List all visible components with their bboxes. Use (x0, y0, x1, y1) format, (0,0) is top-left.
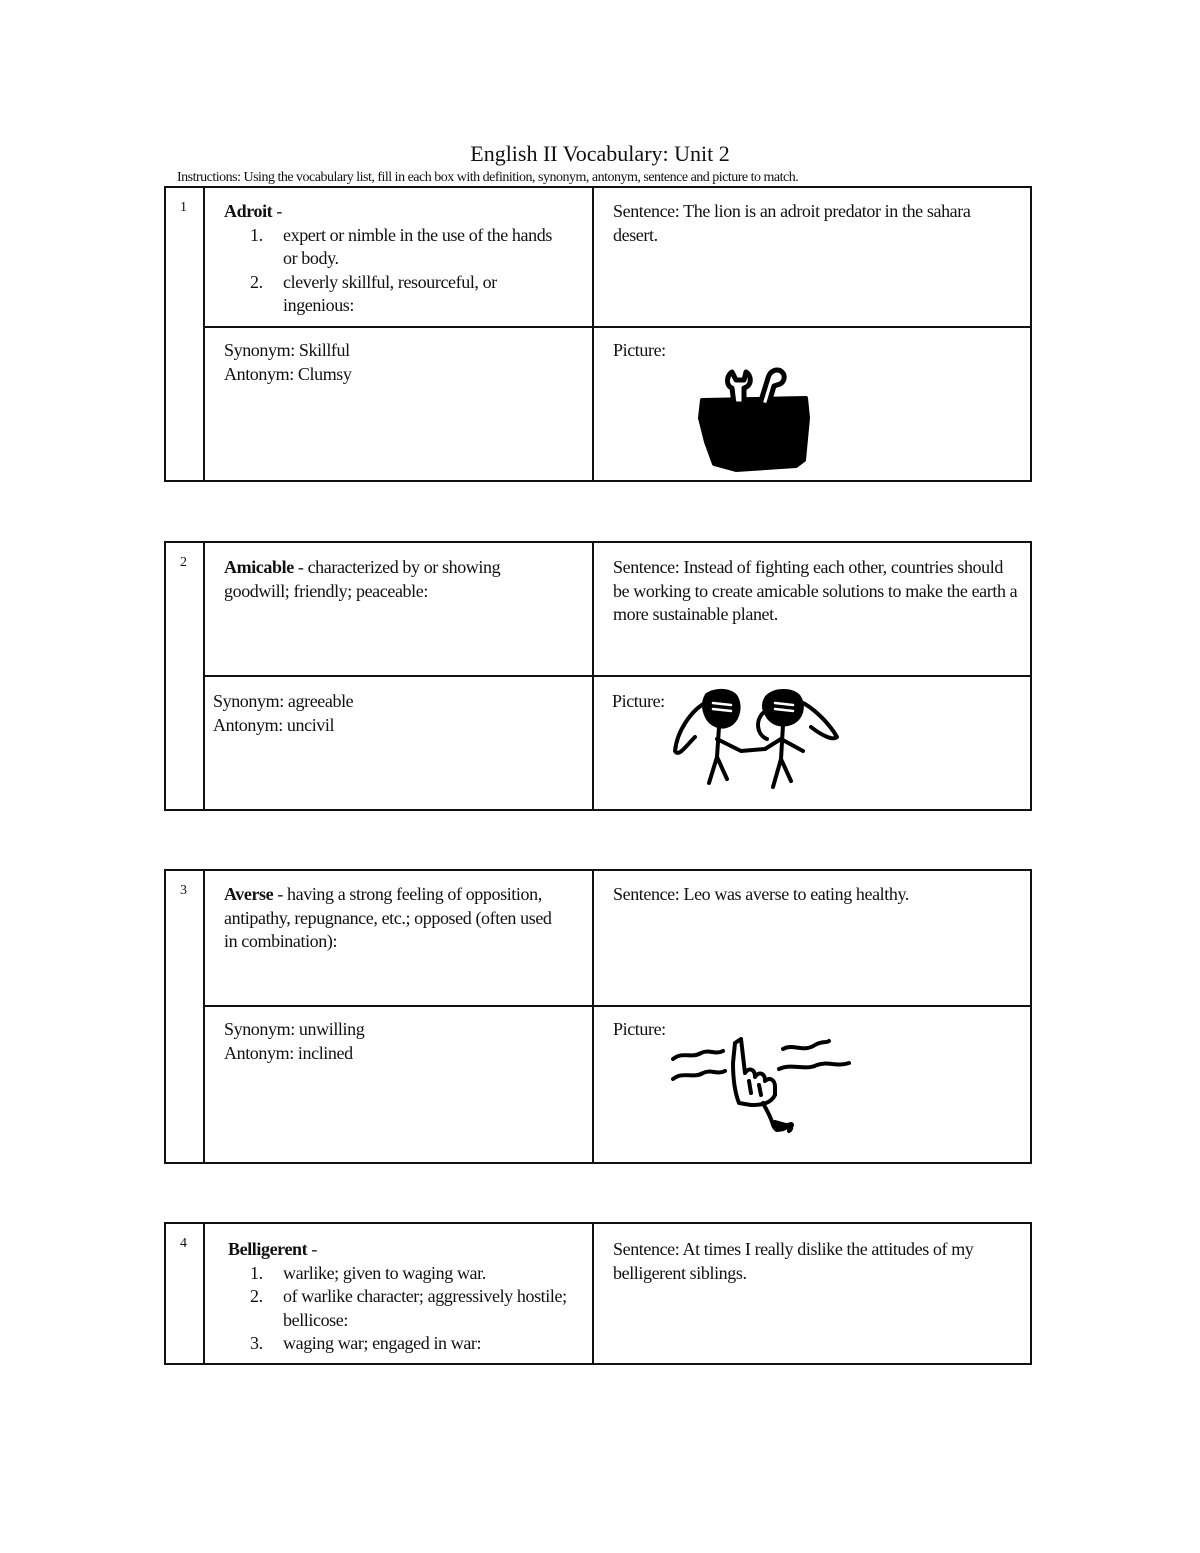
entry-number-column (166, 543, 205, 809)
synonym-text: Synonym: Skillful (224, 340, 350, 360)
definition-cell: Amicable - characterized by or showing goodwill; friendly; peaceable: (224, 557, 501, 601)
entry-number: 3 (180, 883, 187, 898)
entry-number: 1 (180, 200, 187, 215)
vocab-entry-1 (164, 186, 1032, 482)
antonym-text: Antonym: uncivil (213, 714, 335, 735)
sentence-cell (613, 200, 1013, 247)
vocab-word: Averse (224, 884, 274, 904)
sentence-cell (613, 883, 1013, 907)
definition-item: 1. expert or nimble in the use of the hands or body. (250, 224, 552, 268)
synonym-antonym-cell (213, 690, 553, 737)
entry-number-column (166, 1224, 205, 1363)
definition-item: 3. waging war; engaged in war: (250, 1333, 482, 1353)
definition-list (224, 1262, 568, 1356)
definition-cell: Averse - having a strong feeling of opposition, antipathy, repugnance, etc.; opposed (often used in combination): (224, 884, 552, 951)
entry-number: 4 (180, 1236, 187, 1251)
picture-label: Picture: (613, 340, 666, 360)
hand-refusing-drawing-icon (671, 1033, 857, 1133)
synonym-text: Synonym: agreeable (213, 691, 354, 711)
instructions-text: Instructions: Using the vocabulary list, fill in each box with definition, synonym, antonym, sentence and picture to match. (177, 170, 799, 185)
antonym-text: Antonym: Clumsy (224, 363, 352, 384)
sentence-text: Sentence: Leo was averse to eating healthy. (613, 884, 910, 904)
vocab-word: Amicable (224, 557, 294, 577)
page-title: English II Vocabulary: Unit 2 (470, 141, 730, 166)
entry-number-column (166, 871, 205, 1162)
picture-label: Picture: (612, 691, 665, 711)
picture-label: Picture: (613, 1019, 666, 1039)
definition-cell: Adroit - 1. expert or nimble in the use of the hands or body. 2. cleverly skillful, resourceful, or ingenious: (224, 200, 564, 318)
synonym-antonym-cell (224, 1018, 564, 1065)
definition-item: 2. of warlike character; aggressively hostile; bellicose: (250, 1286, 567, 1330)
definition-item: 1. warlike; given to waging war. (250, 1262, 486, 1283)
vocab-word: Adroit (224, 201, 273, 221)
vocab-entry-4 (164, 1222, 1032, 1365)
sentence-text: Sentence: Instead of fighting each other, countries should be working to create amicable solutions to make the earth a more sustainable planet. (613, 557, 1018, 624)
vocab-word: Belligerent (228, 1239, 308, 1259)
vocab-entry-3 (164, 869, 1032, 1164)
sentence-text: Sentence: At times I really dislike the attitudes of my belligerent siblings. (613, 1239, 974, 1283)
definition-text: having a strong feeling of opposition, antipathy, repugnance, etc.; opposed (often used in combination): (224, 884, 552, 951)
sentence-text: Sentence: The lion is an adroit predator in the sahara desert. (613, 201, 971, 245)
synonym-text: Synonym: unwilling (224, 1019, 365, 1039)
two-friends-drawing-icon (671, 687, 843, 797)
entry-number: 2 (180, 555, 187, 570)
definition-list (224, 224, 564, 318)
synonym-antonym-cell (224, 339, 564, 386)
toolbox-drawing-icon (696, 366, 816, 472)
definition-text: characterized by or showing goodwill; friendly; peaceable: (224, 557, 501, 601)
entry-number-column (166, 188, 205, 480)
sentence-cell (613, 1238, 1013, 1285)
definition-cell: Belligerent - 1. warlike; given to waging war. 2. of warlike character; aggressively hostile; bellicose: 3. waging war; engaged in war: (228, 1238, 568, 1356)
sentence-cell (613, 556, 1018, 627)
definition-item: 2. cleverly skillful, resourceful, or ingenious: (250, 271, 497, 315)
vocab-entry-2 (164, 541, 1032, 811)
antonym-text: Antonym: inclined (224, 1042, 353, 1063)
